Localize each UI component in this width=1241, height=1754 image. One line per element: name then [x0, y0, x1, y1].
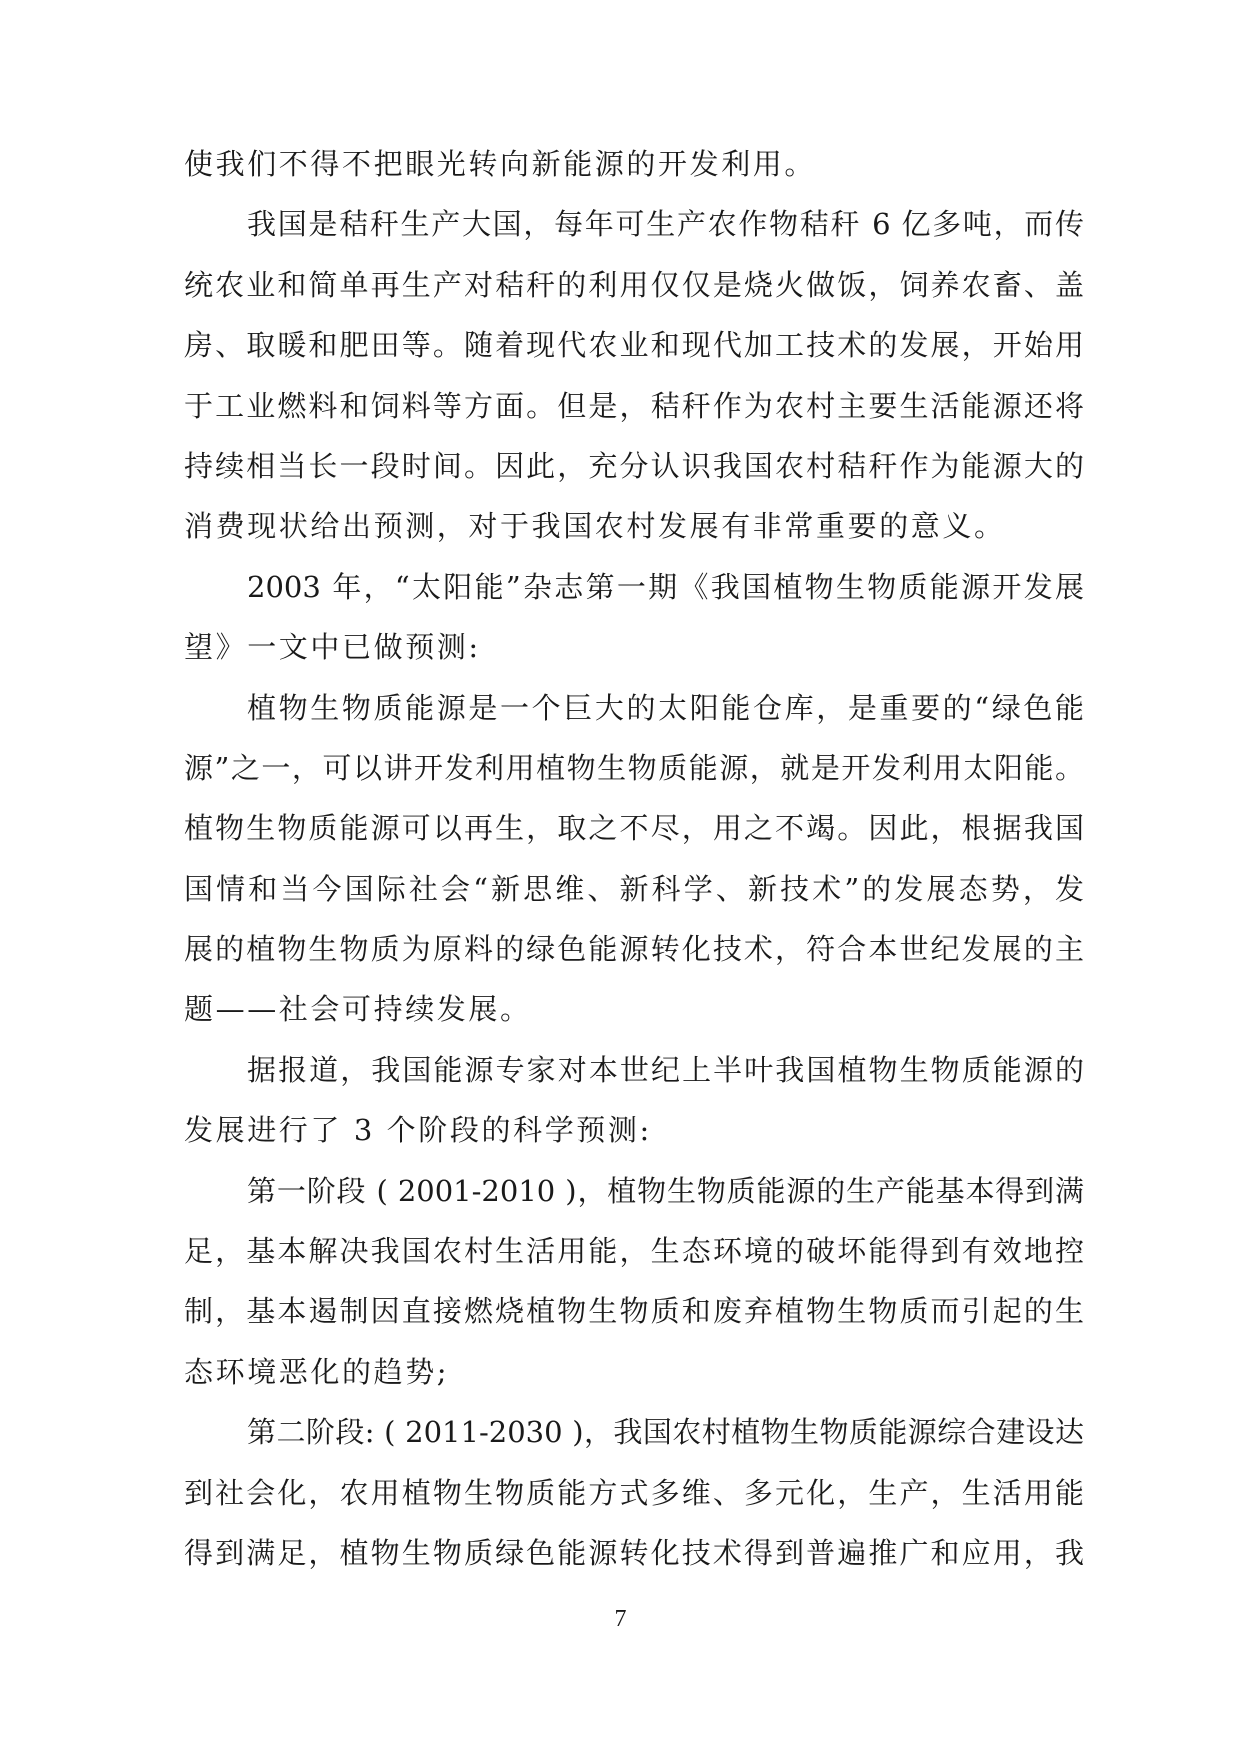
text-line: 态环境恶化的趋势; [184, 1354, 450, 1389]
text-line: 使我们不得不把眼光转向新能源的开发利用。 [184, 147, 817, 181]
text-line: 国情和当今国际社会“新思维、新科学、新技术”的发展态势，发 [184, 871, 1084, 906]
text-line: 展的植物生物质为原料的绿色能源转化技术，符合本世纪发展的主 [184, 932, 1084, 967]
body-text [184, 134, 1084, 1583]
text-line: 2003 年，“太阳能”杂志第一期《我国植物生物质能源开发展 [247, 569, 1084, 604]
text-line: 第二阶段: ( 2011-2030 )，我国农村植物生物质能源综合建设达 [247, 1415, 1084, 1450]
text-line: 制，基本遏制因直接燃烧植物生物质和废弃植物生物质而引起的生 [184, 1294, 1084, 1329]
page-number: 7 [614, 1606, 627, 1632]
text-line: 望》一文中已做预测: [184, 630, 481, 665]
text-line: 植物生物质能源可以再生，取之不尽，用之不竭。因此，根据我国 [184, 811, 1084, 846]
text-line: 于工业燃料和饲料等方面。但是，秸秆作为农村主要生活能源还将 [184, 388, 1084, 423]
text-line: 源”之一，可以讲开发利用植物生物质能源，就是开发利用太阳能。 [184, 750, 1084, 785]
text-line: 据报道，我国能源专家对本世纪上半叶我国植物生物质能源的 [247, 1052, 1084, 1087]
text-line: 持续相当长一段时间。因此，充分认识我国农村秸秆作为能源大的 [184, 448, 1084, 483]
text-line: 植物生物质能源是一个巨大的太阳能仓库，是重要的“绿色能 [247, 690, 1084, 725]
text-line: 统农业和简单再生产对秸秆的利用仅仅是烧火做饭，饲养农畜、盖 [184, 267, 1084, 302]
text-line: 房、取暖和肥田等。随着现代农业和现代加工技术的发展，开始用 [184, 328, 1084, 363]
text-line: 我国是秸秆生产大国，每年可生产农作物秸秆 6 亿多吨，而传 [247, 207, 1084, 242]
text-line: 题——社会可持续发展。 [184, 992, 532, 1027]
text-line: 第一阶段 ( 2001-2010 )，植物生物质能源的生产能基本得到满 [247, 1173, 1084, 1208]
text-line: 到社会化，农用植物生物质能方式多维、多元化，生产，生活用能 [184, 1475, 1084, 1510]
text-line: 足，基本解决我国农村生活用能，生态环境的破坏能得到有效地控 [184, 1234, 1084, 1269]
text-line: 得到满足，植物生物质绿色能源转化技术得到普遍推广和应用，我 [184, 1535, 1084, 1570]
text-line: 消费现状给出预测，对于我国农村发展有非常重要的意义。 [184, 509, 1006, 544]
text-line: 发展进行了 3 个阶段的科学预测: [184, 1113, 652, 1148]
